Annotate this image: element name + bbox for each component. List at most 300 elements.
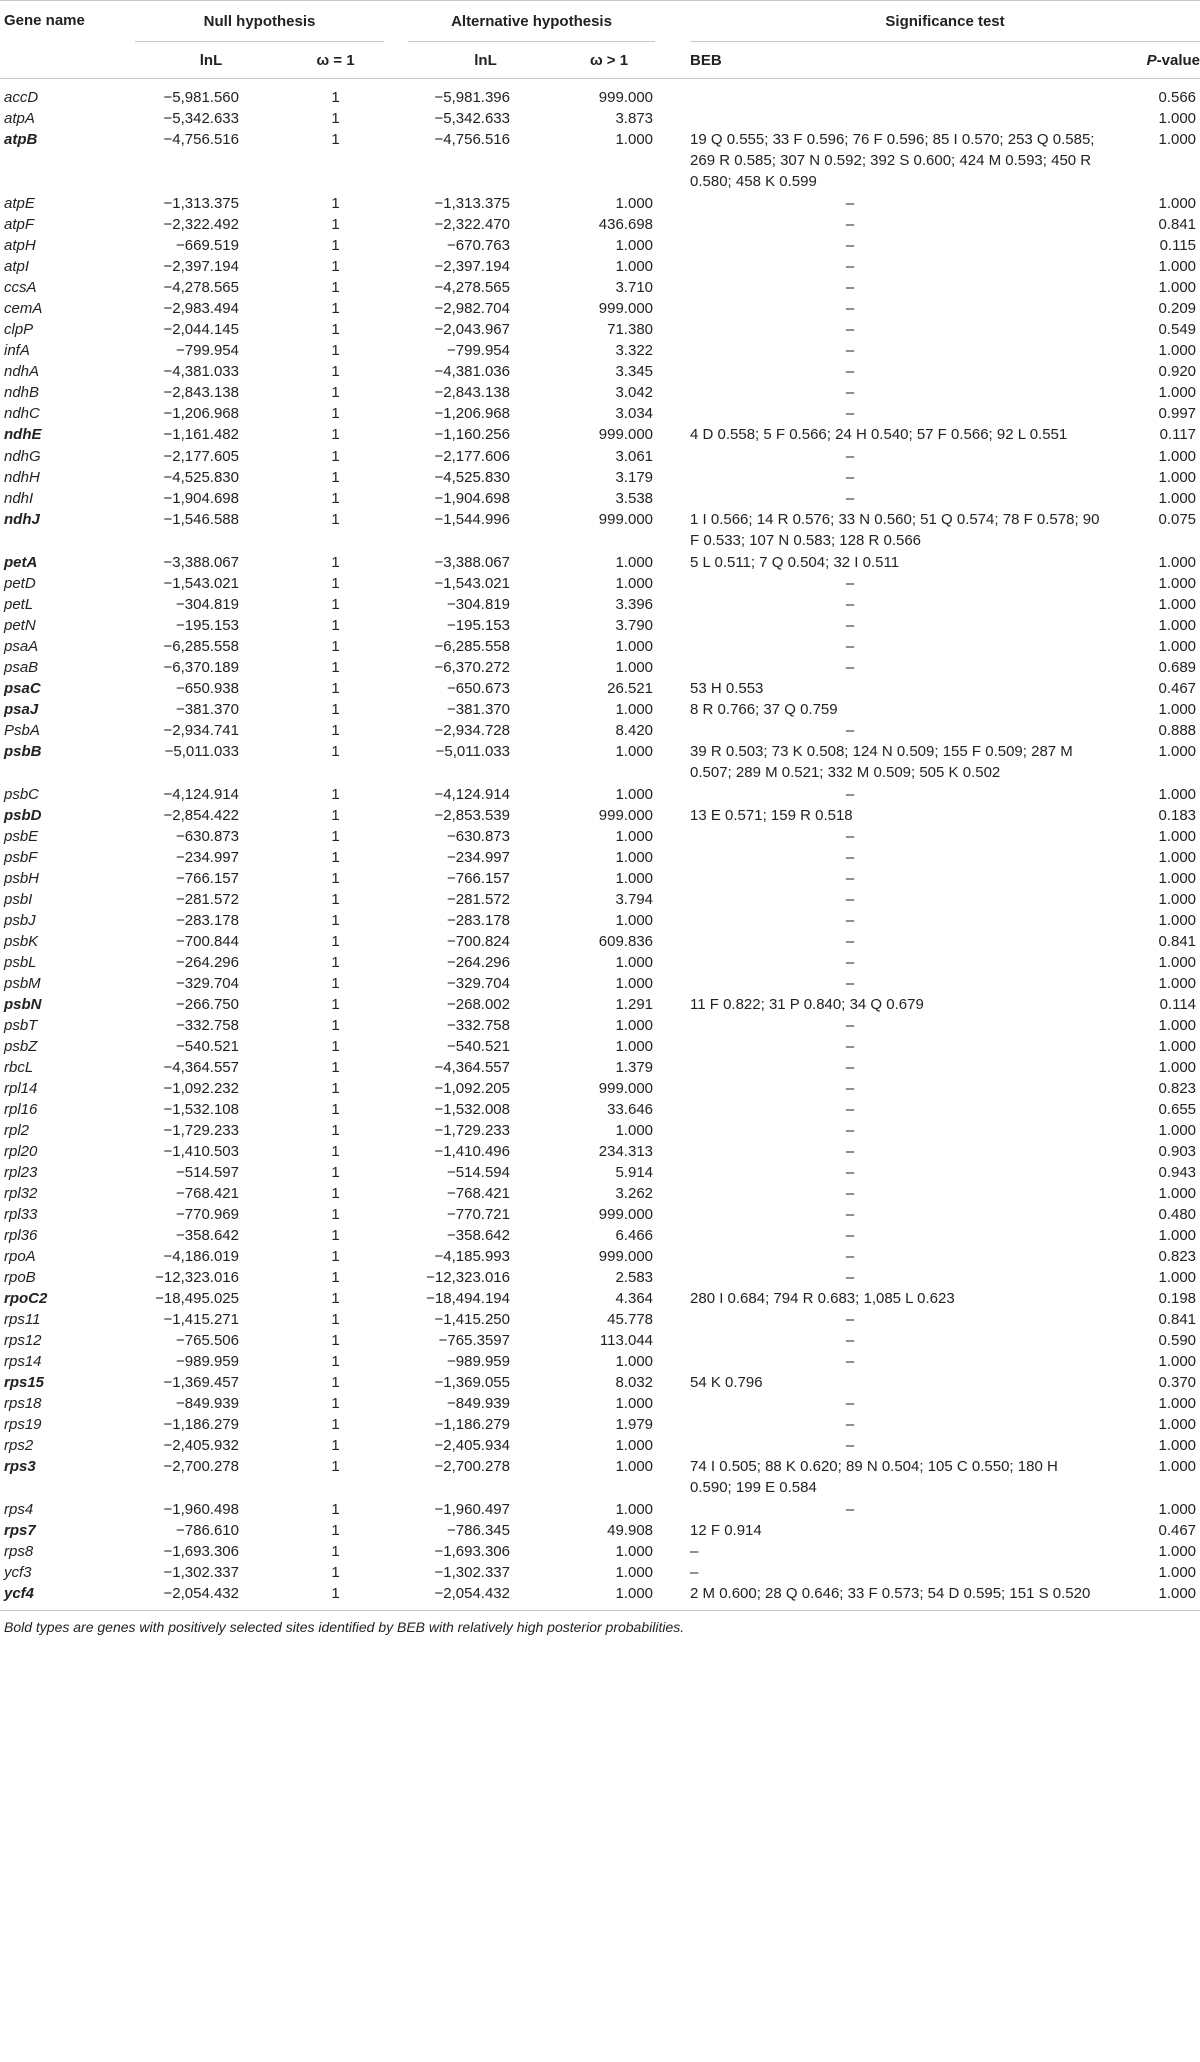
null-lnl-cell: −4,186.019 <box>163 1248 239 1265</box>
alt-omega-cell: 3.873 <box>615 110 654 127</box>
null-lnl-cell: −1,313.375 <box>163 195 239 212</box>
null-omega-cell: 1 <box>331 426 340 443</box>
null-omega-cell: 1 <box>331 680 340 697</box>
null-omega-cell: 1 <box>331 996 340 1013</box>
spacer-cell <box>384 1015 408 1036</box>
beb-cell: – <box>845 849 855 866</box>
gene-cell: atpF <box>4 216 35 233</box>
p-value-cell: 1.000 <box>1158 469 1197 486</box>
beb-cell: – <box>845 448 855 465</box>
table-row <box>0 1099 1200 1120</box>
null-omega-cell: 1 <box>331 1059 340 1076</box>
p-value-cell: 1.000 <box>1158 131 1197 148</box>
beb-cell: – <box>845 659 855 676</box>
beb-cell: – <box>845 1101 855 1118</box>
beb-cell: – <box>845 1206 855 1223</box>
null-lnl-cell: −768.421 <box>176 1185 239 1202</box>
null-omega-cell: 1 <box>331 1080 340 1097</box>
spacer-cell <box>384 488 408 509</box>
p-value-cell: 0.480 <box>1158 1206 1197 1223</box>
null-lnl-cell: −630.873 <box>176 828 239 845</box>
alt-lnl-cell: −799.954 <box>447 342 510 359</box>
alt-lnl-cell: −2,397.194 <box>434 258 510 275</box>
gene-cell: rpoB <box>4 1269 36 1286</box>
gene-cell: psbL <box>4 954 37 971</box>
null-omega-cell: 1 <box>331 743 340 760</box>
alt-omega-cell: 8.420 <box>615 722 654 739</box>
null-lnl-cell: −4,756.516 <box>163 131 239 148</box>
spacer-cell <box>655 1288 690 1309</box>
alt-omega-cell: 1.000 <box>615 638 654 655</box>
null-omega-cell: 1 <box>331 701 340 718</box>
alt-lnl-cell: −5,342.633 <box>434 110 510 127</box>
spacer-cell <box>384 573 408 594</box>
alt-omega-cell: 3.061 <box>615 448 654 465</box>
p-value-cell: 1.000 <box>1158 743 1197 760</box>
p-value-cell: 1.000 <box>1158 1564 1197 1581</box>
beb-cell: – <box>845 1248 855 1265</box>
spacer-cell <box>655 1541 690 1562</box>
header-null-lnl: lnL <box>135 42 287 79</box>
null-omega-cell: 1 <box>331 1164 340 1181</box>
beb-cell: 1 I 0.566; 14 R 0.576; 33 N 0.560; 51 Q 0.574; 78 F 0.578; 90 F 0.533; 107 N 0.583; 128 R 0.566 <box>690 511 1100 549</box>
null-lnl-cell: −1,410.503 <box>163 1143 239 1160</box>
null-omega-cell: 1 <box>331 1332 340 1349</box>
table-row <box>0 509 1200 552</box>
gene-cell: ycf4 <box>0 1583 135 1611</box>
null-lnl-cell: −540.521 <box>176 1038 239 1055</box>
table-row <box>0 994 1200 1015</box>
p-value-cell: 0.549 <box>1158 321 1197 338</box>
spacer-cell <box>384 1183 408 1204</box>
alt-lnl-cell: −768.421 <box>447 1185 510 1202</box>
table-row <box>0 424 1200 446</box>
gene-cell: rps18 <box>4 1395 42 1412</box>
beb-cell: – <box>845 342 855 359</box>
spacer-cell <box>655 1330 690 1351</box>
table-row <box>0 235 1200 256</box>
spacer-cell <box>384 193 408 214</box>
null-lnl-cell: −1,206.968 <box>163 405 239 422</box>
null-omega-cell: 1 <box>331 554 340 571</box>
p-value-cell: 1.000 <box>1158 195 1197 212</box>
null-omega-cell: 1 <box>331 1248 340 1265</box>
alt-lnl-cell: −332.758 <box>447 1017 510 1034</box>
spacer-cell <box>655 847 690 868</box>
alt-omega-cell: 1.000 <box>615 1122 654 1139</box>
null-lnl-cell: −650.938 <box>176 680 239 697</box>
null-omega-cell: 1 <box>331 891 340 908</box>
alt-omega-cell: 45.778 <box>607 1311 654 1328</box>
beb-cell: – <box>845 1269 855 1286</box>
gene-cell: psbZ <box>4 1038 38 1055</box>
null-omega-cell: 1 <box>331 1564 340 1581</box>
beb-cell: – <box>845 405 855 422</box>
beb-cell: 13 E 0.571; 159 R 0.518 <box>690 807 853 824</box>
alt-omega-cell: 4.364 <box>615 1290 654 1307</box>
header-p-letter: P <box>1146 51 1157 69</box>
table-row <box>0 657 1200 678</box>
table-row <box>0 1204 1200 1225</box>
beb-cell: – <box>845 300 855 317</box>
alt-omega-cell: 1.000 <box>615 870 654 887</box>
null-omega-cell: 1 <box>331 110 340 127</box>
p-value-cell: 0.467 <box>1158 1522 1197 1539</box>
spacer-cell <box>384 1078 408 1099</box>
null-lnl-cell: −5,011.033 <box>164 743 239 760</box>
gene-cell: psaA <box>4 638 39 655</box>
null-lnl-cell: −304.819 <box>176 596 239 613</box>
alt-lnl-cell: −329.704 <box>447 975 510 992</box>
spacer-cell <box>655 1583 690 1611</box>
table-row <box>0 1372 1200 1393</box>
alt-omega-cell: 3.042 <box>615 384 654 401</box>
alt-omega-cell: 1.000 <box>615 1564 654 1581</box>
gene-cell: petD <box>4 575 36 592</box>
beb-cell: – <box>845 1395 855 1412</box>
table-row <box>0 1015 1200 1036</box>
spacer-cell <box>384 108 408 129</box>
spacer-cell <box>384 1372 408 1393</box>
alt-omega-cell: 999.000 <box>598 300 654 317</box>
spacer-cell <box>655 1225 690 1246</box>
p-value-cell: 1.000 <box>1158 1017 1197 1034</box>
alt-omega-cell: 8.032 <box>615 1374 654 1391</box>
alt-lnl-cell: −1,904.698 <box>434 490 510 507</box>
table-row <box>0 488 1200 509</box>
gene-cell: rpl20 <box>4 1143 38 1160</box>
table-row <box>0 1583 1200 1611</box>
spacer-cell <box>655 720 690 741</box>
p-value-cell: 1.000 <box>1158 1437 1197 1454</box>
alt-lnl-cell: −18,494.194 <box>426 1290 510 1307</box>
null-lnl-cell: −195.153 <box>176 617 239 634</box>
gene-cell: atpH <box>4 237 36 254</box>
null-omega-cell: 1 <box>331 1395 340 1412</box>
table-row <box>0 889 1200 910</box>
beb-cell: – <box>845 975 855 992</box>
null-omega-cell: 1 <box>331 912 340 929</box>
spacer-cell <box>655 1351 690 1372</box>
table-row <box>0 973 1200 994</box>
alt-lnl-cell: −281.572 <box>447 891 510 908</box>
null-omega-cell: 1 <box>331 384 340 401</box>
spacer-cell <box>655 1456 690 1499</box>
alt-lnl-cell: −2,043.967 <box>434 321 510 338</box>
beb-cell: – <box>845 1164 855 1181</box>
p-value-cell: 1.000 <box>1158 1185 1197 1202</box>
alt-lnl-cell: −1,302.337 <box>434 1564 510 1581</box>
gene-cell: rps4 <box>4 1501 34 1518</box>
beb-cell: – <box>845 638 855 655</box>
beb-cell: – <box>845 1353 855 1370</box>
table-row <box>0 678 1200 699</box>
alt-lnl-cell: −2,322.470 <box>434 216 510 233</box>
alt-omega-cell: 3.396 <box>615 596 654 613</box>
spacer-cell <box>384 1330 408 1351</box>
gene-cell: ndhB <box>4 384 40 401</box>
spacer-cell <box>655 1309 690 1330</box>
table-row <box>0 1330 1200 1351</box>
alt-omega-cell: 3.710 <box>615 279 654 296</box>
p-value-cell: 0.117 <box>1159 426 1197 443</box>
null-omega-cell: 1 <box>331 1269 340 1286</box>
spacer-cell <box>384 868 408 889</box>
p-value-cell: 0.823 <box>1158 1248 1197 1265</box>
alt-omega-cell: 1.000 <box>615 575 654 592</box>
null-lnl-cell: −283.178 <box>176 912 239 929</box>
table-row <box>0 594 1200 615</box>
beb-cell: – <box>845 933 855 950</box>
spacer-cell <box>384 1204 408 1225</box>
beb-cell: – <box>845 1017 855 1034</box>
alt-lnl-cell: −786.345 <box>447 1522 510 1539</box>
beb-cell: – <box>845 617 855 634</box>
table-row <box>0 805 1200 826</box>
beb-cell: – <box>845 1311 855 1328</box>
spacer-cell <box>384 1456 408 1499</box>
null-lnl-cell: −234.997 <box>176 849 239 866</box>
p-value-cell: 1.000 <box>1158 1269 1197 1286</box>
null-omega-cell: 1 <box>331 870 340 887</box>
gene-cell: psbC <box>4 786 40 803</box>
null-omega-cell: 1 <box>331 954 340 971</box>
beb-cell: – <box>845 1185 855 1202</box>
null-lnl-cell: −766.157 <box>176 870 239 887</box>
spacer-cell <box>655 973 690 994</box>
p-value-cell: 1.000 <box>1158 596 1197 613</box>
gene-cell: infA <box>4 342 30 359</box>
beb-cell: – <box>845 786 855 803</box>
beb-cell: – <box>845 1227 855 1244</box>
spacer-cell <box>655 931 690 952</box>
gene-cell: psbD <box>4 807 42 824</box>
alt-lnl-cell: −4,124.914 <box>434 786 510 803</box>
beb-cell: – <box>845 891 855 908</box>
p-value-cell: 1.000 <box>1158 954 1197 971</box>
gene-cell: rpl2 <box>4 1122 30 1139</box>
alt-lnl-cell: −5,981.396 <box>434 89 510 106</box>
p-value-cell: 0.114 <box>1159 996 1197 1013</box>
null-lnl-cell: −1,904.698 <box>163 490 239 507</box>
spacer-cell <box>655 1393 690 1414</box>
null-lnl-cell: −770.969 <box>176 1206 239 1223</box>
gene-cell: psaJ <box>4 701 39 718</box>
null-lnl-cell: −2,700.278 <box>163 1458 239 1475</box>
null-lnl-cell: −1,532.108 <box>163 1101 239 1118</box>
table-row <box>0 277 1200 298</box>
spacer-cell <box>655 1183 690 1204</box>
null-omega-cell: 1 <box>331 237 340 254</box>
spacer-cell <box>655 488 690 509</box>
null-lnl-cell: −6,285.558 <box>163 638 239 655</box>
spacer-cell <box>384 509 408 552</box>
p-value-cell: 0.198 <box>1158 1290 1197 1307</box>
alt-lnl-cell: −540.521 <box>447 1038 510 1055</box>
null-lnl-cell: −12,323.016 <box>155 1269 239 1286</box>
spacer-cell <box>384 1520 408 1541</box>
beb-cell: 280 I 0.684; 794 R 0.683; 1,085 L 0.623 <box>690 1290 955 1307</box>
beb-cell: 11 F 0.822; 31 P 0.840; 34 Q 0.679 <box>690 996 924 1013</box>
alt-omega-cell: 1.000 <box>615 1353 654 1370</box>
null-lnl-cell: −1,302.337 <box>163 1564 239 1581</box>
spacer-cell <box>384 382 408 403</box>
table-row <box>0 868 1200 889</box>
alt-omega-cell: 3.794 <box>615 891 654 908</box>
p-value-cell: 1.000 <box>1158 1416 1197 1433</box>
null-lnl-cell: −1,546.588 <box>163 511 239 528</box>
alt-omega-cell: 1.000 <box>615 554 654 571</box>
table-row <box>0 108 1200 129</box>
table-row <box>0 1078 1200 1099</box>
alt-omega-cell: 1.000 <box>615 828 654 845</box>
alt-omega-cell: 999.000 <box>598 807 654 824</box>
spacer-cell <box>655 235 690 256</box>
beb-cell: 4 D 0.558; 5 F 0.566; 24 H 0.540; 57 F 0.566; 92 L 0.551 <box>690 426 1068 443</box>
null-lnl-cell: −1,369.457 <box>163 1374 239 1391</box>
p-value-cell: 0.943 <box>1158 1164 1197 1181</box>
spacer-cell <box>655 256 690 277</box>
alt-lnl-cell: −2,982.704 <box>434 300 510 317</box>
null-lnl-cell: −329.704 <box>176 975 239 992</box>
null-omega-cell: 1 <box>331 1143 340 1160</box>
null-omega-cell: 1 <box>331 1017 340 1034</box>
table-row <box>0 1057 1200 1078</box>
spacer-cell <box>384 1141 408 1162</box>
beb-cell: – <box>845 828 855 845</box>
spacer-cell <box>655 382 690 403</box>
p-value-cell: 1.000 <box>1158 575 1197 592</box>
alt-omega-cell: 1.000 <box>615 954 654 971</box>
beb-cell: – <box>845 279 855 296</box>
spacer-cell <box>384 847 408 868</box>
null-lnl-cell: −1,092.232 <box>163 1080 239 1097</box>
gene-cell: psbM <box>4 975 41 992</box>
p-value-cell: 0.823 <box>1158 1080 1197 1097</box>
spacer-cell <box>384 973 408 994</box>
beb-cell: 12 F 0.914 <box>690 1522 762 1539</box>
p-value-cell: 1.000 <box>1158 786 1197 803</box>
table-row <box>0 573 1200 594</box>
null-omega-cell: 1 <box>331 1101 340 1118</box>
gene-cell: rps19 <box>4 1416 42 1433</box>
spacer-cell <box>384 784 408 805</box>
table-row <box>0 319 1200 340</box>
beb-cell: – <box>845 216 855 233</box>
null-omega-cell: 1 <box>331 933 340 950</box>
gene-cell: ndhI <box>4 490 34 507</box>
spacer-cell <box>384 720 408 741</box>
null-omega-cell: 1 <box>331 659 340 676</box>
table-row <box>0 741 1200 784</box>
p-value-cell: 0.183 <box>1158 807 1197 824</box>
beb-cell: 8 R 0.766; 37 Q 0.759 <box>690 701 838 718</box>
alt-lnl-cell: −4,364.557 <box>434 1059 510 1076</box>
null-omega-cell: 1 <box>331 216 340 233</box>
gene-cell: psbT <box>4 1017 38 1034</box>
spacer-cell <box>384 1541 408 1562</box>
null-lnl-cell: −786.610 <box>176 1522 239 1539</box>
alt-omega-cell: 1.291 <box>615 996 654 1013</box>
beb-cell: – <box>845 954 855 971</box>
spacer-cell <box>384 1162 408 1183</box>
alt-lnl-cell: −765.3597 <box>438 1332 510 1349</box>
beb-cell: 39 R 0.503; 73 K 0.508; 124 N 0.509; 155 F 0.509; 287 M 0.507; 289 M 0.521; 332 M 0.509; 505 K 0.502 <box>690 743 1073 781</box>
spacer-cell <box>655 952 690 973</box>
beb-cell: 53 H 0.553 <box>690 680 764 697</box>
null-lnl-cell: −1,161.482 <box>163 426 239 443</box>
null-omega-cell: 1 <box>331 448 340 465</box>
spacer-cell <box>384 805 408 826</box>
alt-omega-cell: 999.000 <box>598 89 654 106</box>
gene-cell: ndhH <box>4 469 40 486</box>
table-row <box>0 952 1200 973</box>
alt-omega-cell: 1.000 <box>615 1395 654 1412</box>
gene-cell: psaC <box>4 680 41 697</box>
header-p-suffix: -value <box>1156 51 1200 69</box>
null-omega-cell: 1 <box>287 1583 384 1611</box>
alt-omega-cell: 999.000 <box>598 1206 654 1223</box>
p-value-cell: 1.000 <box>1158 870 1197 887</box>
table-row <box>0 467 1200 488</box>
table-row <box>0 214 1200 235</box>
null-omega-cell: 1 <box>331 1374 340 1391</box>
gene-cell: atpA <box>4 110 35 127</box>
null-lnl-cell: −6,370.189 <box>163 659 239 676</box>
gene-cell: rps8 <box>4 1543 34 1560</box>
beb-cell: – <box>690 1543 699 1560</box>
p-value-cell: 1.000 <box>1158 1038 1197 1055</box>
null-lnl-cell: −1,693.306 <box>163 1543 239 1560</box>
spacer-cell <box>655 636 690 657</box>
null-omega-cell: 1 <box>331 1311 340 1328</box>
table-row <box>0 847 1200 868</box>
null-lnl-cell: −1,415.271 <box>163 1311 239 1328</box>
alt-lnl-cell: −283.178 <box>447 912 510 929</box>
alt-lnl-cell: −1,313.375 <box>434 195 510 212</box>
beb-cell: – <box>845 1143 855 1160</box>
null-lnl-cell: −700.844 <box>176 933 239 950</box>
spacer-cell <box>384 952 408 973</box>
alt-lnl-cell: −766.157 <box>447 870 510 887</box>
null-lnl-cell: −332.758 <box>176 1017 239 1034</box>
gene-cell: psbB <box>4 743 42 760</box>
spacer-cell <box>384 1225 408 1246</box>
null-lnl-cell: −2,854.422 <box>163 807 239 824</box>
spacer-cell <box>655 129 690 193</box>
gene-cell: rps7 <box>4 1522 36 1539</box>
null-omega-cell: 1 <box>331 1122 340 1139</box>
null-omega-cell: 1 <box>331 1437 340 1454</box>
alt-omega-cell: 1.000 <box>615 1458 654 1475</box>
table-row <box>0 699 1200 720</box>
alt-lnl-cell: −3,388.067 <box>434 554 510 571</box>
table-row <box>0 79 1200 109</box>
null-omega-cell: 1 <box>331 828 340 845</box>
null-lnl-cell: −2,843.138 <box>163 384 239 401</box>
beb-cell: 54 K 0.796 <box>690 1374 763 1391</box>
alt-omega-cell: 999.000 <box>598 511 654 528</box>
null-omega-cell: 1 <box>331 617 340 634</box>
spacer-cell <box>384 931 408 952</box>
table-row <box>0 361 1200 382</box>
alt-lnl-cell: −849.939 <box>447 1395 510 1412</box>
table-row <box>0 340 1200 361</box>
null-omega-cell: 1 <box>331 342 340 359</box>
gene-cell: ccsA <box>4 279 37 296</box>
table-row <box>0 1562 1200 1583</box>
null-lnl-cell: −264.296 <box>176 954 239 971</box>
